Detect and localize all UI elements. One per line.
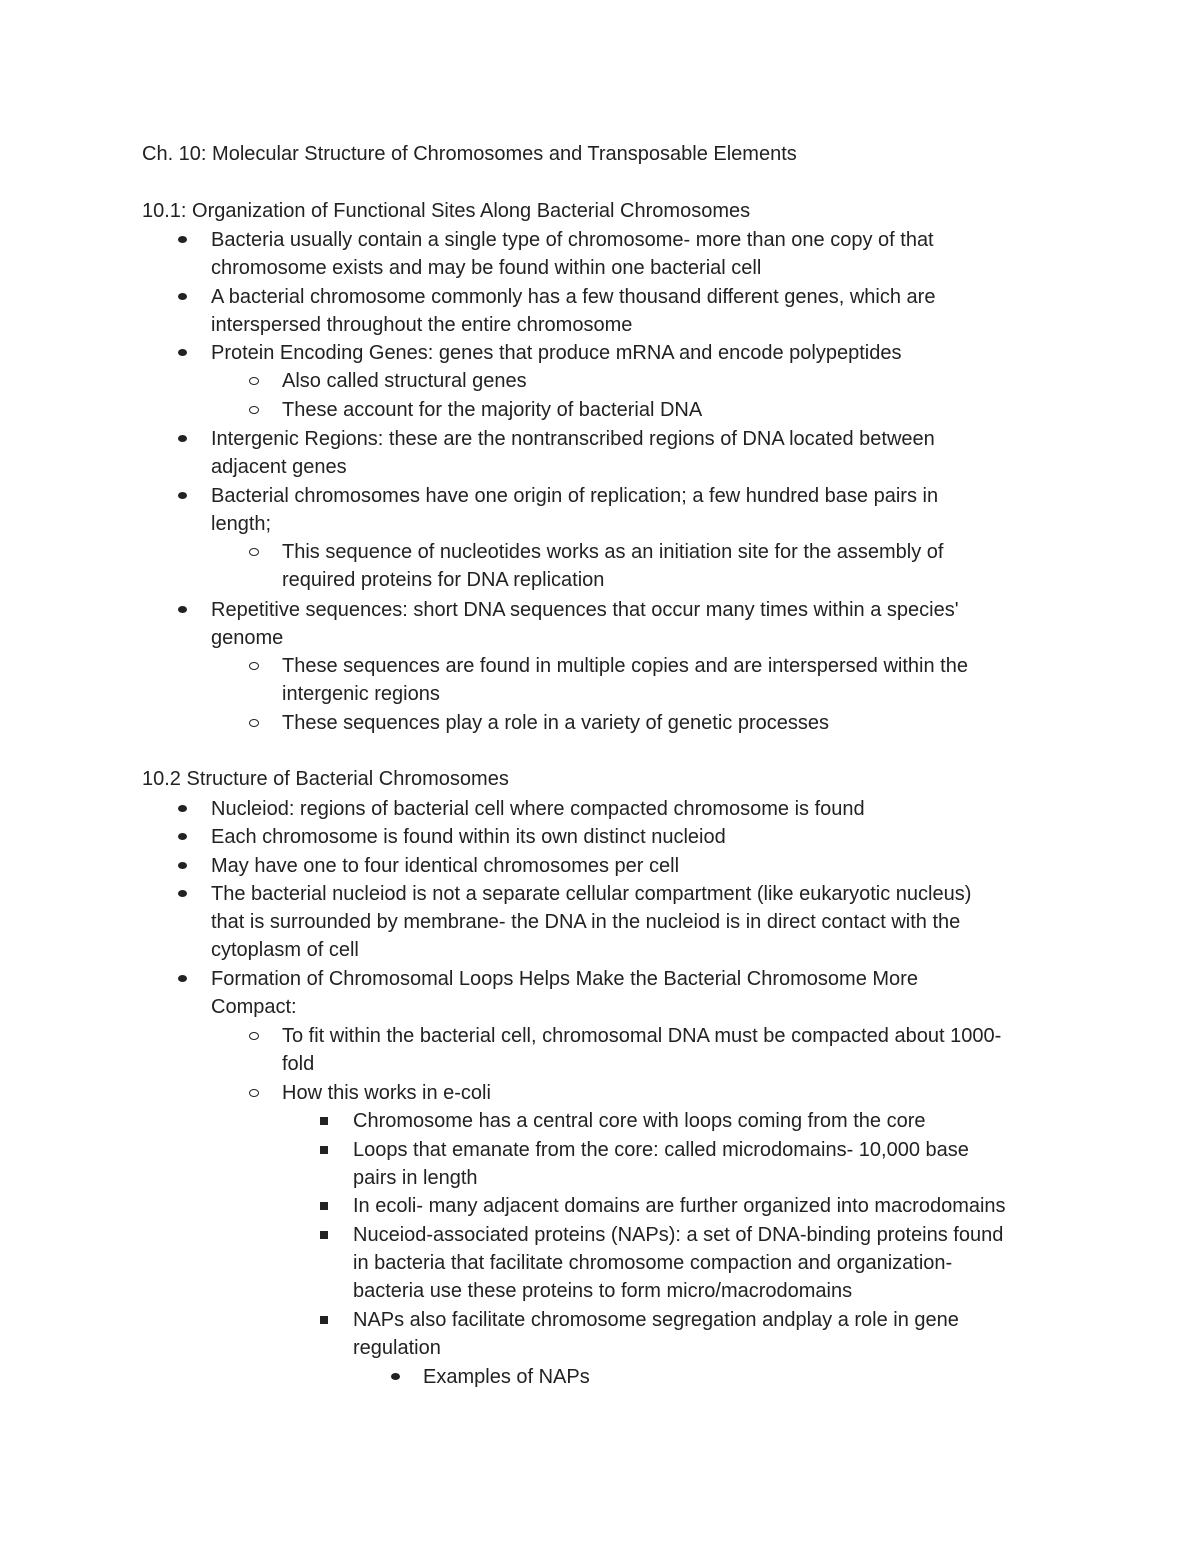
list-item-text: The bacterial nucleiod is not a separate cellular compartment (like eukaryotic nucleus) <box>211 883 972 905</box>
disc-bullet-icon <box>178 833 187 840</box>
list-item-text: These sequences play a role in a variety of genetic processes <box>282 712 829 734</box>
disc-bullet-icon <box>178 975 187 982</box>
square-bullet-icon <box>320 1117 328 1125</box>
list-item-text: In ecoli- many adjacent domains are further organized into macrodomains <box>353 1195 1006 1217</box>
list-item-text: cytoplasm of cell <box>211 939 359 961</box>
list-item-text: Nucleiod: regions of bacterial cell where compacted chromosome is found <box>211 798 865 820</box>
circle-bullet-icon <box>249 662 259 670</box>
circle-bullet-icon <box>249 406 259 414</box>
list-item-text: length; <box>211 513 272 535</box>
list-item-text: in bacteria that facilitate chromosome compaction and organization- <box>353 1252 953 1274</box>
list-item-text: regulation <box>353 1337 441 1359</box>
list-item-text: NAPs also facilitate chromosome segregation andplay a role in gene <box>353 1309 959 1331</box>
list-item-text: intergenic regions <box>282 683 440 705</box>
document-title: Ch. 10: Molecular Structure of Chromosomes and Transposable Elements <box>142 143 797 165</box>
list-item-text: Each chromosome is found within its own distinct nucleiod <box>211 826 726 848</box>
list-item-text: Chromosome has a central core with loops coming from the core <box>353 1110 926 1132</box>
disc-bullet-icon <box>178 890 187 897</box>
circle-bullet-icon <box>249 1032 259 1040</box>
list-item-text: Nuceiod-associated proteins (NAPs): a set of DNA-binding proteins found <box>353 1224 1004 1246</box>
list-item-text: Loops that emanate from the core: called microdomains- 10,000 base <box>353 1139 969 1161</box>
list-item-text: To fit within the bacterial cell, chromosomal DNA must be compacted about 1000- <box>282 1025 1002 1047</box>
square-bullet-icon <box>320 1231 328 1239</box>
disc-bullet-icon <box>178 236 187 243</box>
disc-bullet-icon <box>391 1373 400 1380</box>
list-item-text: pairs in length <box>353 1167 478 1189</box>
circle-bullet-icon <box>249 719 259 727</box>
list-item-text: bacteria use these proteins to form micro/macrodomains <box>353 1280 853 1302</box>
list-item-text: Formation of Chromosomal Loops Helps Make the Bacterial Chromosome More <box>211 968 918 990</box>
list-item-text: Intergenic Regions: these are the nontranscribed regions of DNA located between <box>211 428 935 450</box>
list-item-text: that is surrounded by membrane- the DNA in the nucleiod is in direct contact with the <box>211 911 961 933</box>
disc-bullet-icon <box>178 435 187 442</box>
list-item-text: adjacent genes <box>211 456 347 478</box>
disc-bullet-icon <box>178 293 187 300</box>
list-item-text: fold <box>282 1053 315 1075</box>
list-item-text: Compact: <box>211 996 297 1018</box>
list-item-text: Also called structural genes <box>282 370 527 392</box>
list-item-text: Bacteria usually contain a single type of chromosome- more than one copy of that <box>211 229 934 251</box>
section-heading-10-1: 10.1: Organization of Functional Sites Along Bacterial Chromosomes <box>142 200 751 222</box>
list-item-text: Examples of NAPs <box>423 1366 590 1388</box>
circle-bullet-icon <box>249 548 259 556</box>
list-item-text: This sequence of nucleotides works as an initiation site for the assembly of <box>282 541 944 563</box>
list-item-text: Bacterial chromosomes have one origin of replication; a few hundred base pairs in <box>211 485 939 507</box>
section-heading-10-2: 10.2 Structure of Bacterial Chromosomes <box>142 768 509 790</box>
list-item-text: chromosome exists and may be found within one bacterial cell <box>211 257 762 279</box>
square-bullet-icon <box>320 1316 328 1324</box>
list-item-text: These sequences are found in multiple copies and are interspersed within the <box>282 655 968 677</box>
list-item-text: These account for the majority of bacterial DNA <box>282 399 703 421</box>
list-item-text: A bacterial chromosome commonly has a few thousand different genes, which are <box>211 286 936 308</box>
list-item-text: Repetitive sequences: short DNA sequences that occur many times within a species' <box>211 599 959 621</box>
square-bullet-icon <box>320 1202 328 1210</box>
square-bullet-icon <box>320 1146 328 1154</box>
list-item-text: Protein Encoding Genes: genes that produce mRNA and encode polypeptides <box>211 342 902 364</box>
disc-bullet-icon <box>178 606 187 613</box>
list-item-text: genome <box>211 627 284 649</box>
list-item-text: How this works in e-coli <box>282 1082 491 1104</box>
disc-bullet-icon <box>178 492 187 499</box>
circle-bullet-icon <box>249 1089 259 1097</box>
list-item-text: required proteins for DNA replication <box>282 569 605 591</box>
circle-bullet-icon <box>249 377 259 385</box>
disc-bullet-icon <box>178 349 187 356</box>
list-item-text: May have one to four identical chromosomes per cell <box>211 855 680 877</box>
list-item-text: interspersed throughout the entire chromosome <box>211 314 633 336</box>
disc-bullet-icon <box>178 862 187 869</box>
disc-bullet-icon <box>178 805 187 812</box>
